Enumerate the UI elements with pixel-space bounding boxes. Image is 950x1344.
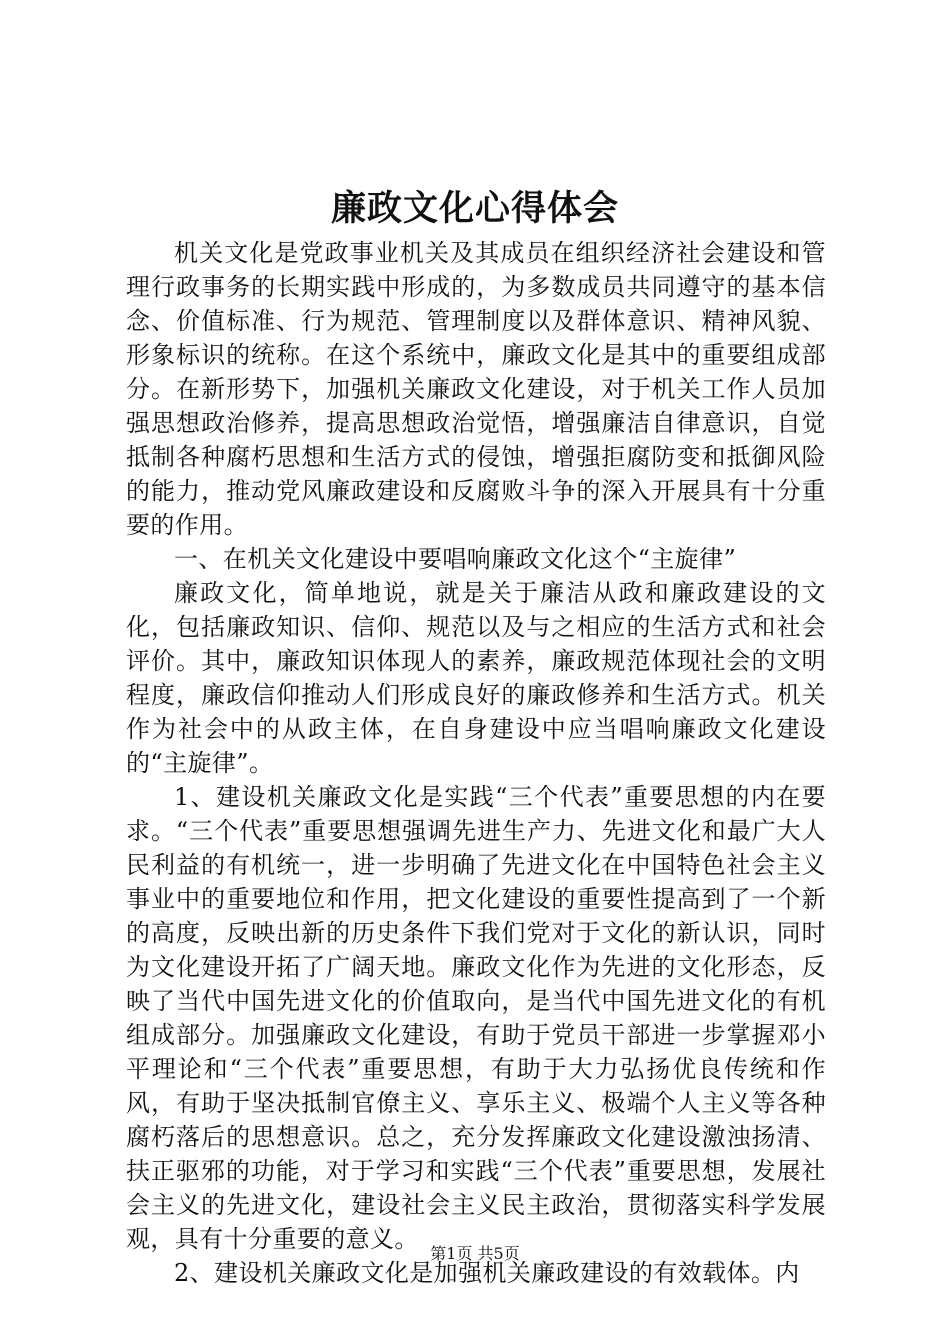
paragraph-heading-1: 一、在机关文化建设中要唱响廉政文化这个“主旋律” — [174, 545, 737, 573]
paragraph-point-2: 2、建设机关廉政文化是加强机关廉政建设的有效载体。内 — [174, 1259, 800, 1287]
paragraph-point-1: 1、建设机关廉政文化是实践“三个代表”重要思想的内在要求。“三个代表”重要思想强调先进生产力、先进文化和最广大人民利益的有机统一，进一步明确了先进文化在中国特色社会主义事业中的重要地位和作用，把文化建设的重要性提高到了一个新的高度，反映出新的历史条件下我们党对于文化的新认识，同时为文化建设开拓了广阔天地。廉政文化作为先进的文化形态，反映了当代中国先进文化的价值取向，是当代中国先进文化的有机组成部分。加强廉政文化建设，有助于党员干部进一步掌握邓小平理论和“三个代表”重要思想，有助于大力弘扬优良传统和作风，有助于坚决抵制官僚主义、享乐主义、极端个人主义等各种腐朽落后的思想意识。总之，充分发挥廉政文化建设激浊扬清、扶正驱邪的功能，对于学习和实践“三个代表”重要思想，发展社会主义的先进文化，建设社会主义民主政治，贯彻落实科学发展观，具有十分重要的意义。 — [126, 783, 826, 1253]
document-body — [126, 236, 826, 1290]
paragraph-definition: 廉政文化，简单地说，就是关于廉洁从政和廉政建设的文化，包括廉政知识、信仰、规范以及与之相应的生活方式和社会评价。其中，廉政知识体现人的素养，廉政规范体现社会的文明程度，廉政信仰推动人们形成良好的廉政修养和生活方式。机关作为社会中的从政主体，在自身建设中应当唱响廉政文化建设的“主旋律”。 — [126, 579, 826, 777]
page-footer: 第1页 共5页 — [430, 1244, 520, 1263]
document-title: 廉政文化心得体会 — [330, 188, 619, 229]
paragraph-intro: 机关文化是党政事业机关及其成员在组织经济社会建设和管理行政事务的长期实践中形成的，为多数成员共同遵守的基本信念、价值标准、行为规范、管理制度以及群体意识、精神风貌、形象标识的统称。在这个系统中，廉政文化是其中的重要组成部分。在新形势下，加强机关廉政文化建设，对于机关工作人员加强思想政治修养，提高思想政治觉悟，增强廉洁自律意识，自觉抵制各种腐朽思想和生活方式的侵蚀，增强拒腐防变和抵御风险的能力，推动党风廉政建设和反腐败斗争的深入开展具有十分重要的作用。 — [126, 239, 826, 539]
